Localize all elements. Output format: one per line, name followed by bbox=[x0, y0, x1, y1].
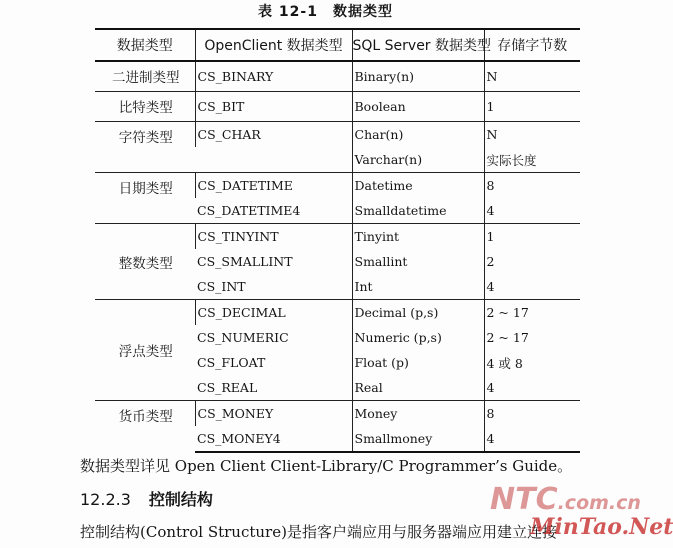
openclient-type-cell: CS_TINYINT bbox=[195, 224, 352, 250]
sqlserver-type-cell: Decimal (p,s) bbox=[352, 300, 484, 326]
watermark-ntc-logo bbox=[490, 482, 641, 517]
category-cell: 浮点类型 bbox=[95, 300, 195, 401]
category-cell: 日期类型 bbox=[95, 173, 195, 224]
sqlserver-type-cell: Char(n) bbox=[352, 122, 484, 148]
sqlserver-type-cell: Smallint bbox=[352, 249, 484, 274]
table-row bbox=[95, 173, 580, 199]
storage-bytes-cell: 4 bbox=[484, 375, 580, 401]
openclient-type-cell: CS_CHAR bbox=[195, 122, 352, 148]
openclient-type-cell: CS_MONEY bbox=[195, 401, 352, 427]
table-row bbox=[95, 300, 580, 326]
openclient-type-cell: CS_BIT bbox=[195, 92, 352, 122]
category-cell: 比特类型 bbox=[95, 92, 195, 122]
storage-bytes-cell: 2 ~ 17 bbox=[484, 300, 580, 326]
storage-bytes-cell: 实际长度 bbox=[484, 147, 580, 173]
table-row bbox=[95, 401, 580, 427]
openclient-type-cell: CS_FLOAT bbox=[197, 355, 266, 370]
section-title: 控制结构 bbox=[148, 490, 213, 509]
section-heading bbox=[80, 487, 213, 510]
storage-bytes-cell: 8 bbox=[484, 173, 580, 199]
table-row bbox=[95, 61, 580, 92]
storage-bytes-cell: 4 bbox=[484, 426, 580, 452]
sqlserver-type-cell: Money bbox=[352, 401, 484, 427]
sqlserver-type-cell: Datetime bbox=[352, 173, 484, 199]
sqlserver-type-cell: Smallmoney bbox=[352, 426, 484, 452]
sqlserver-type-cell: Numeric (p,s) bbox=[352, 325, 484, 350]
sqlserver-type-cell: Tinyint bbox=[352, 224, 484, 250]
storage-bytes-cell: 4 bbox=[484, 274, 580, 300]
sqlserver-type-cell: Binary(n) bbox=[352, 61, 484, 92]
sqlserver-type-cell: Smalldatetime bbox=[352, 198, 484, 224]
header-storage-bytes: 存储字节数 bbox=[484, 29, 580, 61]
table-note: 数据类型详见 Open Client Client-Library/C Programmer’s Guide。 bbox=[80, 457, 573, 475]
storage-bytes-cell: N bbox=[484, 61, 580, 92]
sqlserver-type-cell: Varchar(n) bbox=[352, 147, 484, 173]
storage-bytes-cell: 4 或 8 bbox=[484, 350, 580, 375]
openclient-type-cell: CS_DATETIME bbox=[195, 173, 352, 199]
category-cell: 货币类型 bbox=[95, 401, 195, 453]
storage-bytes-cell: 4 bbox=[484, 198, 580, 224]
header-category: 数据类型 bbox=[95, 29, 195, 61]
storage-bytes-cell: 8 bbox=[484, 401, 580, 427]
data-types-table bbox=[95, 28, 580, 453]
openclient-type-cell: CS_REAL bbox=[197, 380, 258, 395]
category-cell: 整数类型 bbox=[95, 224, 195, 300]
header-sqlserver-type: SQL Server 数据类型 bbox=[352, 29, 484, 61]
header-openclient-type: OpenClient 数据类型 bbox=[195, 29, 352, 61]
openclient-type-cell: CS_INT bbox=[197, 279, 246, 294]
table-row bbox=[95, 122, 580, 148]
sqlserver-type-cell: Int bbox=[352, 274, 484, 300]
storage-bytes-cell: 2 ~ 17 bbox=[484, 325, 580, 350]
openclient-type-cell bbox=[195, 147, 352, 173]
openclient-type-cell: CS_DATETIME4 bbox=[197, 203, 301, 218]
category-cell: 二进制类型 bbox=[95, 61, 195, 92]
table-row bbox=[95, 92, 580, 122]
openclient-type-cell: CS_BINARY bbox=[195, 61, 352, 92]
watermark-domain: .com.cn bbox=[557, 492, 641, 514]
openclient-type-cell: CS_MONEY4 bbox=[195, 426, 352, 452]
storage-bytes-cell: 1 bbox=[484, 224, 580, 250]
openclient-type-cell: CS_NUMERIC bbox=[197, 330, 289, 345]
table-caption: 表 12-1 数据类型 bbox=[258, 4, 393, 20]
table-row bbox=[95, 224, 580, 250]
sqlserver-type-cell: Real bbox=[352, 375, 484, 401]
category-cell: 字符类型 bbox=[95, 122, 195, 173]
storage-bytes-cell: N bbox=[484, 122, 580, 148]
storage-bytes-cell: 2 bbox=[484, 249, 580, 274]
watermark-mintao-logo: MinTao.Net bbox=[530, 514, 673, 540]
sqlserver-type-cell: Boolean bbox=[352, 92, 484, 122]
body-paragraph: 控制结构(Control Structure)是指客户端应用与服务器端应用建立连接 bbox=[80, 523, 557, 541]
sqlserver-type-cell: Float (p) bbox=[352, 350, 484, 375]
section-number: 12.2.3 bbox=[80, 490, 131, 509]
header-row bbox=[95, 29, 580, 61]
openclient-type-cell: CS_SMALLINT bbox=[197, 254, 293, 269]
watermark-brand: NTC bbox=[490, 482, 558, 517]
openclient-type-cell: CS_DECIMAL bbox=[195, 300, 352, 326]
storage-bytes-cell: 1 bbox=[484, 92, 580, 122]
